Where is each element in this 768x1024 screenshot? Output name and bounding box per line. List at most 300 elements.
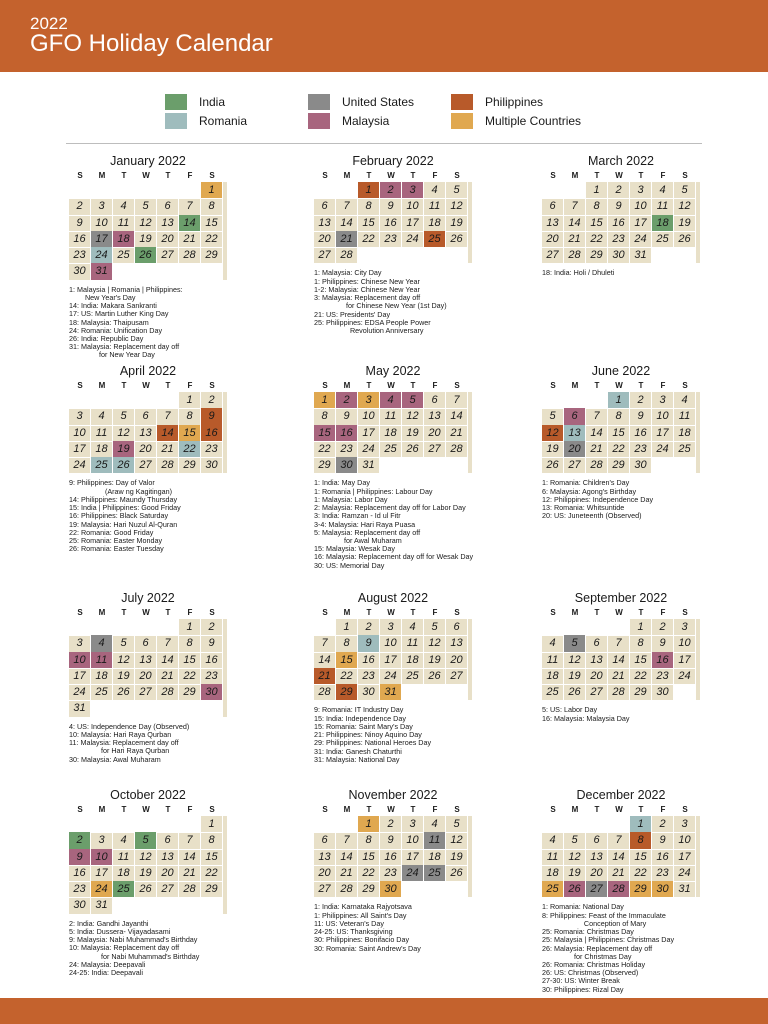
weekday-label: T	[594, 381, 600, 390]
day-cell: 8	[336, 635, 358, 652]
day-cell: 17	[380, 652, 402, 669]
day-cell: 9	[652, 832, 674, 849]
week-row	[314, 215, 472, 231]
day-cell: 14	[157, 425, 179, 442]
day-cell: 22	[358, 231, 380, 248]
day-cell: 9	[69, 849, 91, 866]
weekday-label: W	[387, 381, 395, 390]
day-cell: 30	[201, 684, 223, 701]
day-cell	[135, 263, 157, 280]
day-cell: 27	[564, 457, 586, 474]
day-cell: 15	[358, 215, 380, 232]
day-cell: 19	[446, 215, 468, 232]
weekday-label: F	[660, 171, 666, 180]
weekday-label: M	[571, 805, 579, 814]
week-row	[314, 198, 472, 214]
weekday-label: M	[98, 805, 106, 814]
legend-label: Multiple Countries	[485, 114, 582, 128]
day-cell: 9	[380, 832, 402, 849]
weekday-label: S	[209, 805, 215, 814]
day-cell	[564, 182, 586, 199]
day-cell: 1	[586, 182, 608, 199]
day-cell: 6	[314, 832, 336, 849]
day-cell: 23	[652, 668, 674, 685]
day-cell: 21	[157, 441, 179, 458]
day-cell: 11	[424, 832, 446, 849]
day-cell: 5	[674, 182, 696, 199]
weekday-label: F	[660, 805, 666, 814]
month-calendar	[542, 363, 700, 521]
day-cell: 4	[424, 816, 446, 833]
day-cell: 19	[113, 441, 135, 458]
week-row	[542, 408, 700, 424]
day-cell: 17	[91, 231, 113, 248]
month-title: February 2022	[352, 154, 434, 168]
day-cell: 6	[564, 408, 586, 425]
day-cell: 16	[336, 425, 358, 442]
day-cell: 24	[91, 881, 113, 898]
weekday-label: F	[187, 805, 193, 814]
weekday-label: T	[594, 805, 600, 814]
day-cell: 24	[358, 441, 380, 458]
day-cell: 5	[564, 832, 586, 849]
day-cell: 10	[402, 198, 424, 215]
day-cell: 15	[179, 652, 201, 669]
legend-item-malaysia	[308, 113, 389, 129]
day-cell: 23	[69, 247, 91, 264]
day-cell	[446, 684, 468, 701]
day-cell: 24	[674, 668, 696, 685]
day-cell	[113, 897, 135, 914]
day-cell: 16	[69, 865, 91, 882]
weekday-label: F	[187, 608, 193, 617]
day-cell: 4	[652, 182, 674, 199]
day-cell	[542, 816, 564, 833]
day-cell	[113, 816, 135, 833]
day-cell: 17	[674, 652, 696, 669]
day-cell: 22	[179, 668, 201, 685]
month-calendar	[69, 363, 227, 553]
day-cell: 19	[135, 865, 157, 882]
day-cell: 28	[179, 247, 201, 264]
day-cell: 29	[179, 684, 201, 701]
weekday-label: W	[142, 805, 150, 814]
day-cell: 23	[358, 668, 380, 685]
week-row	[314, 684, 472, 700]
day-cell: 22	[608, 441, 630, 458]
day-cell: 21	[564, 231, 586, 248]
day-cell: 7	[179, 198, 201, 215]
day-cell: 21	[336, 865, 358, 882]
day-cell: 18	[542, 865, 564, 882]
day-cell: 5	[446, 816, 468, 833]
month-title: October 2022	[110, 788, 186, 802]
day-cell: 11	[380, 408, 402, 425]
day-cell: 16	[358, 652, 380, 669]
day-cell: 10	[69, 652, 91, 669]
day-cell: 19	[402, 425, 424, 442]
day-cell: 16	[630, 425, 652, 442]
week-row	[542, 231, 700, 247]
day-cell: 9	[608, 198, 630, 215]
day-cell: 11	[542, 849, 564, 866]
weekday-label: T	[410, 171, 416, 180]
day-cell: 24	[652, 441, 674, 458]
header-year: 2022	[30, 14, 68, 33]
legend-item-romania	[165, 113, 247, 129]
day-cell: 26	[135, 247, 157, 264]
day-cell: 30	[69, 897, 91, 914]
weekday-header	[69, 803, 227, 816]
month-calendar	[69, 590, 227, 764]
week-row	[314, 408, 472, 424]
day-cell: 17	[69, 441, 91, 458]
day-cell: 15	[630, 849, 652, 866]
day-cell: 5	[542, 408, 564, 425]
weekday-label: S	[454, 381, 460, 390]
day-cell	[157, 182, 179, 199]
day-cell: 6	[157, 832, 179, 849]
day-cell	[446, 247, 468, 264]
weekday-label: S	[682, 805, 688, 814]
day-cell	[314, 619, 336, 636]
day-cell: 9	[69, 215, 91, 232]
day-cell: 4	[91, 635, 113, 652]
weekday-label: F	[187, 171, 193, 180]
day-cell	[179, 816, 201, 833]
day-cell: 18	[424, 849, 446, 866]
day-cell: 8	[358, 198, 380, 215]
day-cell: 14	[336, 849, 358, 866]
weekday-label: T	[366, 608, 372, 617]
day-cell: 3	[91, 198, 113, 215]
day-cell: 10	[674, 832, 696, 849]
day-cell: 7	[157, 635, 179, 652]
day-cell: 10	[402, 832, 424, 849]
day-cell: 25	[424, 231, 446, 248]
day-cell	[608, 816, 630, 833]
day-cell: 3	[380, 619, 402, 636]
day-cell: 15	[358, 849, 380, 866]
day-cell: 1	[179, 619, 201, 636]
weekday-label: T	[410, 608, 416, 617]
day-cell: 13	[135, 652, 157, 669]
week-row	[542, 652, 700, 668]
day-cell: 11	[113, 215, 135, 232]
day-cell: 9	[201, 408, 223, 425]
day-cell: 15	[586, 215, 608, 232]
day-cell: 30	[201, 457, 223, 474]
day-cell: 6	[446, 619, 468, 636]
day-cell: 2	[69, 832, 91, 849]
day-cell: 11	[91, 652, 113, 669]
month-calendar	[542, 787, 700, 994]
week-row	[69, 231, 227, 247]
day-cell: 28	[564, 247, 586, 264]
day-cell: 31	[69, 700, 91, 717]
day-cell	[652, 247, 674, 264]
day-cell: 8	[630, 635, 652, 652]
week-row	[314, 392, 472, 408]
day-cell: 26	[542, 457, 564, 474]
day-cell: 20	[446, 652, 468, 669]
day-cell: 5	[446, 182, 468, 199]
day-cell: 3	[402, 816, 424, 833]
weekday-label: T	[638, 805, 644, 814]
day-cell: 23	[652, 865, 674, 882]
day-cell: 14	[179, 215, 201, 232]
day-cell: 23	[201, 668, 223, 685]
day-cell	[608, 619, 630, 636]
day-cell: 30	[652, 684, 674, 701]
day-cell: 15	[201, 215, 223, 232]
day-cell: 20	[157, 865, 179, 882]
page-title: GFO Holiday Calendar	[30, 30, 273, 57]
day-cell: 11	[652, 198, 674, 215]
day-cell: 27	[157, 881, 179, 898]
day-cell: 30	[380, 881, 402, 898]
weekday-label: S	[209, 608, 215, 617]
day-cell: 11	[113, 849, 135, 866]
day-cell: 29	[201, 881, 223, 898]
day-cell: 4	[542, 635, 564, 652]
day-cell: 10	[674, 635, 696, 652]
day-cell: 24	[674, 865, 696, 882]
day-cell: 14	[314, 652, 336, 669]
week-row	[69, 263, 227, 279]
day-cell	[157, 700, 179, 717]
weekday-label: S	[682, 381, 688, 390]
day-cell: 27	[586, 881, 608, 898]
weekday-label: S	[322, 171, 328, 180]
day-cell: 25	[380, 441, 402, 458]
day-cell: 12	[564, 652, 586, 669]
weekday-label: M	[98, 608, 106, 617]
day-cell: 16	[201, 652, 223, 669]
day-cell: 18	[424, 215, 446, 232]
day-cell: 31	[91, 263, 113, 280]
day-cell	[157, 392, 179, 409]
day-cell: 14	[608, 849, 630, 866]
month-title: March 2022	[587, 154, 654, 168]
day-cell: 4	[91, 408, 113, 425]
week-row	[542, 247, 700, 263]
day-cell: 13	[135, 425, 157, 442]
legend-swatch-india	[165, 94, 187, 110]
day-cell: 3	[674, 816, 696, 833]
week-row	[314, 865, 472, 881]
day-cell: 5	[402, 392, 424, 409]
day-cell: 31	[674, 881, 696, 898]
week-row	[542, 865, 700, 881]
day-cell: 1	[608, 392, 630, 409]
weekday-header	[314, 169, 472, 182]
day-cell: 12	[135, 849, 157, 866]
month-calendar	[542, 153, 700, 278]
day-cell: 31	[380, 684, 402, 701]
day-cell: 24	[69, 457, 91, 474]
day-cell: 16	[380, 849, 402, 866]
day-cell: 21	[179, 865, 201, 882]
week-row	[314, 182, 472, 198]
day-cell: 26	[564, 881, 586, 898]
day-cell: 28	[179, 881, 201, 898]
day-cell: 20	[564, 441, 586, 458]
weekday-label: S	[550, 608, 556, 617]
day-cell: 30	[358, 684, 380, 701]
day-cell: 31	[358, 457, 380, 474]
day-cell: 23	[201, 441, 223, 458]
weekday-label: T	[165, 381, 171, 390]
day-cell: 26	[424, 668, 446, 685]
day-cell: 9	[380, 198, 402, 215]
day-cell: 8	[179, 635, 201, 652]
day-cell: 17	[402, 215, 424, 232]
day-cell: 30	[69, 263, 91, 280]
weekday-header	[542, 606, 700, 619]
day-cell	[135, 897, 157, 914]
day-cell: 12	[402, 408, 424, 425]
weekday-label: M	[571, 171, 579, 180]
day-cell: 27	[314, 881, 336, 898]
day-cell: 31	[91, 897, 113, 914]
day-cell: 5	[135, 832, 157, 849]
month-title: December 2022	[576, 788, 666, 802]
day-cell: 21	[179, 231, 201, 248]
weekday-label: T	[594, 171, 600, 180]
day-cell: 13	[314, 215, 336, 232]
day-cell: 27	[586, 684, 608, 701]
weekday-label: T	[638, 381, 644, 390]
day-cell: 14	[336, 215, 358, 232]
weekday-label: S	[550, 171, 556, 180]
day-cell: 31	[630, 247, 652, 264]
weekday-label: S	[682, 171, 688, 180]
day-cell: 8	[201, 832, 223, 849]
day-cell: 7	[608, 832, 630, 849]
day-cell: 24	[630, 231, 652, 248]
day-cell: 15	[630, 652, 652, 669]
week-row	[542, 215, 700, 231]
day-cell: 28	[314, 684, 336, 701]
holiday-list: 9: Romania: IT Industry Day 15: India: Independence Day 15: Romania: Saint Mary's Day 21: Philippines: Ninoy Aquino Day 29: Philippines: National Heroes Day 31: India: Ganesh Chaturthi 31: Malaysia: National Day	[314, 705, 432, 764]
day-cell: 1	[630, 816, 652, 833]
day-cell: 12	[446, 832, 468, 849]
legend-swatch-romania	[165, 113, 187, 129]
day-cell: 29	[586, 247, 608, 264]
day-cell: 8	[314, 408, 336, 425]
day-cell: 12	[674, 198, 696, 215]
week-row	[69, 897, 227, 913]
day-cell: 4	[113, 198, 135, 215]
week-row	[314, 247, 472, 263]
legend-swatch-philippines	[451, 94, 473, 110]
day-cell: 15	[336, 652, 358, 669]
day-cell: 10	[652, 408, 674, 425]
day-cell: 30	[608, 247, 630, 264]
day-cell: 25	[542, 684, 564, 701]
day-cell: 3	[69, 635, 91, 652]
day-cell: 17	[91, 865, 113, 882]
day-cell: 6	[135, 408, 157, 425]
day-cell	[201, 700, 223, 717]
day-cell	[201, 897, 223, 914]
weekday-label: S	[77, 381, 83, 390]
legend-item-multiple-countries	[451, 113, 581, 129]
day-cell: 11	[424, 198, 446, 215]
day-cell: 20	[314, 865, 336, 882]
day-cell	[113, 619, 135, 636]
day-cell: 10	[91, 215, 113, 232]
day-cell: 14	[564, 215, 586, 232]
weekday-header	[314, 379, 472, 392]
week-row	[314, 849, 472, 865]
legend-item-philippines	[451, 94, 543, 110]
day-cell	[542, 392, 564, 409]
day-cell: 16	[380, 215, 402, 232]
day-cell: 13	[586, 652, 608, 669]
day-cell: 22	[179, 441, 201, 458]
week-row	[69, 425, 227, 441]
day-cell: 8	[608, 408, 630, 425]
day-cell: 29	[201, 247, 223, 264]
day-cell: 9	[201, 635, 223, 652]
week-row	[542, 457, 700, 473]
day-cell: 15	[201, 849, 223, 866]
holiday-list: 1: India: Karnataka Rajyotsava 1: Philippines: All Saint's Day 11: US: Veteran's Day 24-25: US: Thanksgiving 30: Philippines: Bonifacio Day 30: Romania: Saint Andrew's Day	[314, 902, 421, 953]
legend-label: Romania	[199, 114, 248, 128]
day-cell: 19	[542, 441, 564, 458]
day-cell	[69, 182, 91, 199]
day-cell: 17	[674, 849, 696, 866]
day-cell: 30	[652, 881, 674, 898]
day-cell: 20	[424, 425, 446, 442]
day-cell	[446, 881, 468, 898]
week-row	[542, 849, 700, 865]
day-cell: 23	[380, 231, 402, 248]
day-cell: 17	[652, 425, 674, 442]
week-row	[314, 441, 472, 457]
weekday-header	[542, 169, 700, 182]
week-row	[314, 832, 472, 848]
day-cell	[542, 182, 564, 199]
week-row	[542, 425, 700, 441]
day-cell: 15	[608, 425, 630, 442]
weekday-label: T	[165, 608, 171, 617]
day-cell	[380, 247, 402, 264]
day-cell: 8	[358, 832, 380, 849]
weekday-label: W	[615, 381, 623, 390]
weekday-label: T	[165, 805, 171, 814]
day-cell: 9	[336, 408, 358, 425]
day-cell: 18	[113, 231, 135, 248]
week-row	[314, 425, 472, 441]
day-cell: 18	[674, 425, 696, 442]
day-cell: 20	[586, 865, 608, 882]
holiday-list: 18: India: Holi / Dhuleti	[542, 268, 615, 278]
day-cell: 19	[135, 231, 157, 248]
day-cell: 1	[314, 392, 336, 409]
day-cell: 3	[674, 619, 696, 636]
day-cell: 14	[179, 849, 201, 866]
weekday-label: F	[187, 381, 193, 390]
day-cell: 3	[402, 182, 424, 199]
day-cell: 16	[201, 425, 223, 442]
week-row	[69, 441, 227, 457]
month-title: November 2022	[348, 788, 438, 802]
day-cell	[424, 247, 446, 264]
week-row	[69, 408, 227, 424]
